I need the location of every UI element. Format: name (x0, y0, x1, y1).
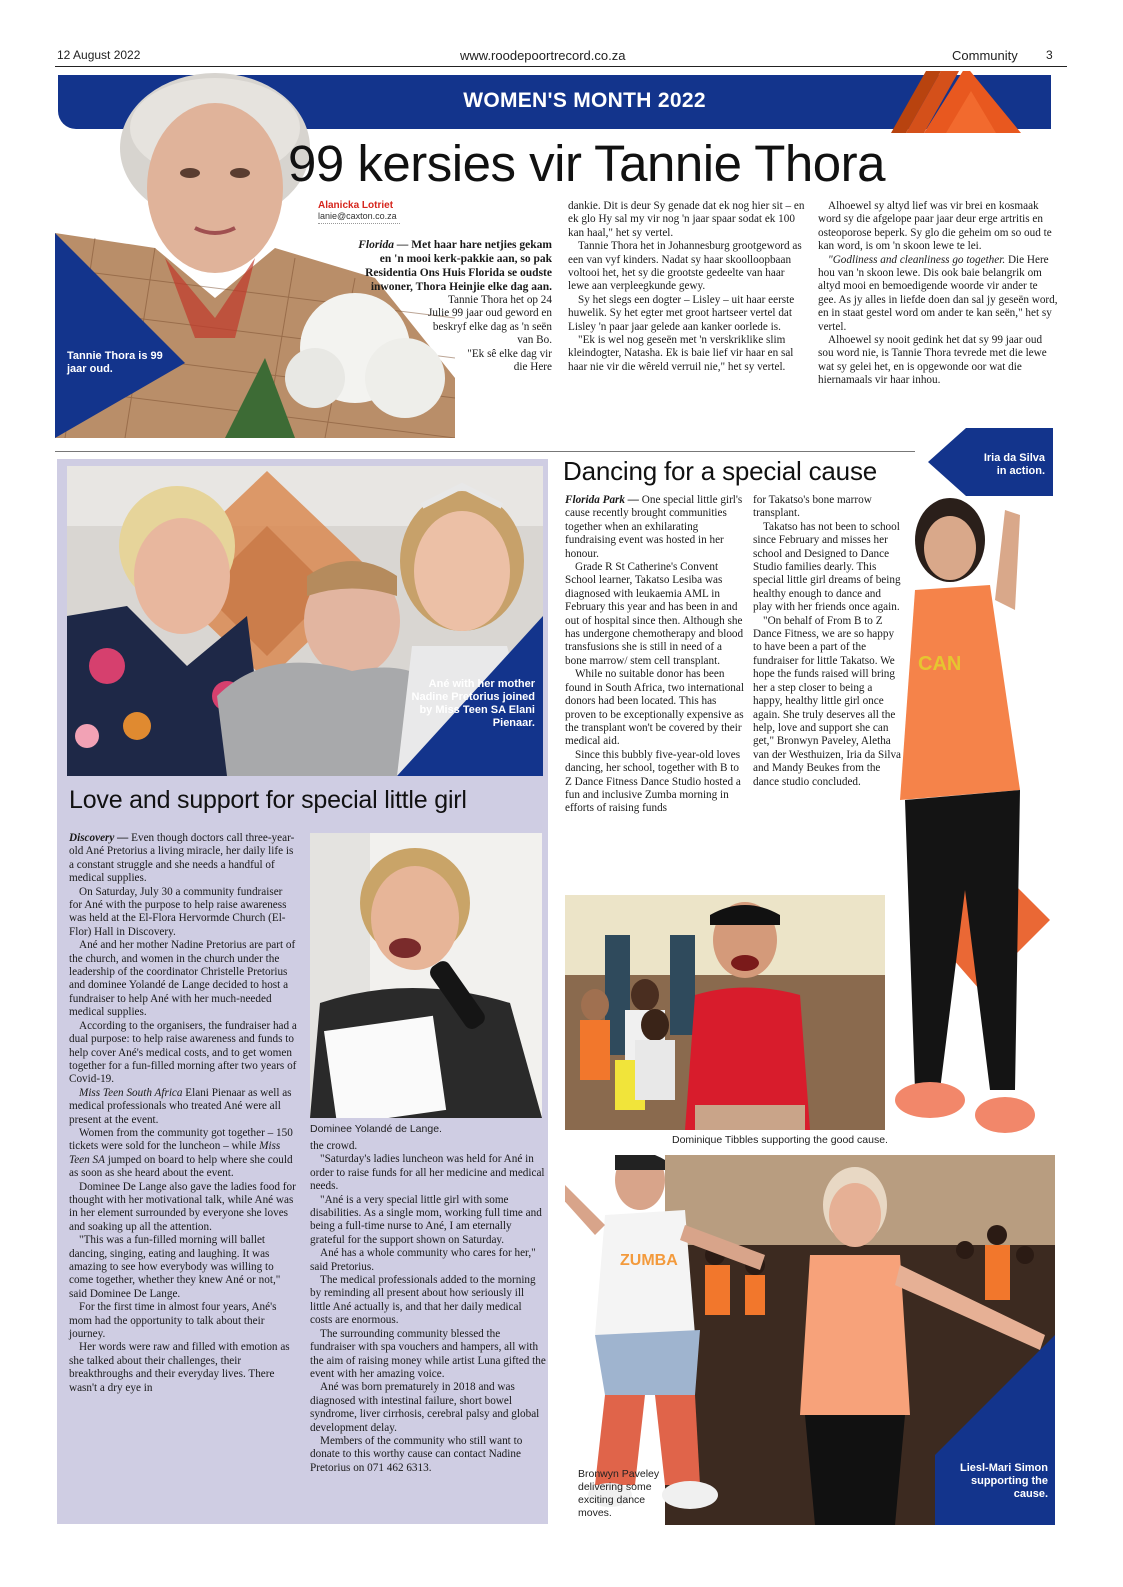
paragraph: While no suitable donor has been found in South Africa, two international donors had been located. This has proven to be exceptionally expensive as the transplant won't be covered by their medical aid. (565, 668, 744, 748)
paragraph: Women from the community got together – 150 tickets were sold for the luncheon – while (69, 1126, 293, 1153)
iria-da-silva-photo (880, 490, 1055, 1140)
paragraph: Tannie Thora het in Johannesburg grootgeword as een van vyf kinders. Nadat sy haar skoolloopbaan voltooi het, het sy die grootste gedeelte van haar lewe aan verpleegkunde gewy. (568, 240, 802, 293)
dominee-caption: Dominee Yolandé de Lange. (310, 1123, 442, 1135)
quote-italic: "Godliness and cleanliness go together. (828, 253, 1006, 266)
thora-photo-caption: Tannie Thora is 99 jaar oud. (67, 350, 163, 375)
paragraph: According to the organisers, the fundraiser had a dual purpose: to help raise awareness and funds to help cover Ané's medical costs, and to get women together for a fun-filled morning after two years of Covid-19. (69, 1019, 297, 1086)
paragraph: Ané and her mother Nadine Pretorius are part of the church, and women in the church under the leadership of the coordinator Christelle Pretorius and dominee Yolandé de Lange decided to host a fundraiser to help Ané with her much-needed medical supplies. (69, 939, 296, 1019)
liesl-caption: Liesl-Mari Simon supporting the cause. (959, 1462, 1048, 1500)
dominique-caption: Dominique Tibbles supporting the good cause. (672, 1134, 888, 1146)
paragraph: Ané has a whole community who cares for her," said Pretorius. (310, 1247, 536, 1273)
story2-column-1 (69, 832, 297, 1395)
paragraph: Alhoewel sy altyd lief was vir brei en kosmaak word sy die afgelope paar jaar deur erge artritis en osteoporose beperk. Sy glo die geheim om so oud te kan word, is om 'n skoon lewe te lei. (818, 200, 1052, 253)
paragraph: Since this bubbly five-year-old loves dancing, her school, together with B to Z Dance Fitness Dance Studio hosted a fun and inclusive Zumba morning in efforts of raising funds (565, 748, 741, 815)
paragraph: dankie. Dit is deur Sy genade dat ek nog hier sit – en ek glo Hy sal my vir nog 'n jaar spaar sodat ek 100 kan haal," het sy vertel. (568, 200, 805, 239)
paragraph: The medical professionals added to the morning by reminding all present about how seriously ill little Ané actually is, and that her daily medical costs are enormous. (310, 1274, 536, 1327)
dominique-tibbles-photo (565, 895, 885, 1130)
section-name: Community (952, 48, 1018, 63)
dateline: Discovery — (69, 832, 129, 844)
story3-column-1 (565, 494, 745, 816)
dateline: Florida — (358, 239, 409, 251)
paragraph: "On behalf of From B to Z Dance Fitness, we are so happy to have been a part of the fundraiser for little Takatso. We hope the funds raised will bring her a step closer to being a happy, healthy little girl once again. She truly deserves all the help, love and support she can get," Bronwyn Paveley, Aletha van der Westhuizen, Iria da Silva and Mandy Beukes from the dance studio concluded. (753, 614, 902, 788)
story3-column-2 (753, 494, 903, 789)
paragraph: Even though doctors call three-year-old Ané Pretorius a living miracle, her daily life is a constant struggle and she needs a handful of medical supplies. (69, 832, 295, 885)
italic-name: Miss Teen South Africa (79, 1086, 183, 1099)
byline-divider (318, 223, 400, 224)
paragraph: "Ané is a very special little girl with some disabilities. As a single mom, working full time and being a full-time nurse to Ané, I am eternally grateful for the support shown on Saturday. (310, 1193, 542, 1246)
paragraph: Dominee De Lange also gave the ladies food for thought with her motivational talk, while Ané was in her element surrounded by everyone she loves and soaking up all the attention. (69, 1180, 296, 1233)
story1-headline: 99 kersies vir Tannie Thora (288, 135, 885, 192)
paragraph: "Saturday's ladies luncheon was held for Ané in order to raise funds for all her medicine and medical needs. (310, 1153, 545, 1193)
site-url[interactable]: www.roodepoortrecord.co.za (460, 48, 626, 63)
byline-email[interactable]: lanie@caxton.co.za (318, 211, 397, 221)
paragraph: jumped on board to help where she could as soon as she heard about the event. (69, 1153, 293, 1180)
iria-caption-badge (928, 428, 1053, 496)
ane-family-photo (67, 466, 543, 776)
paragraph: Members of the community who still want to donate to this worthy cause can contact Nadine Pretorius on 071 462 6313. (310, 1434, 523, 1474)
paragraph: Sy het slegs een dogter – Lisley – uit haar eerste huwelik. Sy het egter met groot hartseer vertel dat Lisley 'n paar jaar gelede aan kanker oorlede is. (568, 293, 795, 333)
paragraph: One special little girl's cause recently brought communities together when an exhilarating fundraising event was hosted in her honour. (565, 494, 743, 560)
paragraph: Die Here hou van 'n skoon lewe. Dis ook baie belangrik om altyd mooi en bemoedigende woorde vir ander te gee. As jy alles in liefde doen dan sal jy geseën word, en in staat gestel word om ander te kan seën," het sy vertel. (818, 253, 1058, 333)
paragraph: On Saturday, July 30 a community fundraiser for Ané with the purpose to help raise awareness was held at the El-Flora Hervormde Church (El-Flor) Hall in Discovery. (69, 885, 287, 938)
paragraph: The surrounding community blessed the fundraiser with spa vouchers and hampers, all with the aim of raising money while artist Luna gifted the event with her amazing voice. (310, 1327, 546, 1380)
banner-title: WOMEN'S MONTH 2022 (463, 89, 706, 112)
orange-chevron-decoration-icon (871, 71, 1041, 133)
issue-date: 12 August 2022 (57, 48, 141, 62)
byline-author: Alanicka Lotriet (318, 200, 394, 211)
paragraph: "Ek is wel nog geseën met 'n verskriklike slim kleindogter, Natasha. Ek is baie lief vir haar en sal haar nie vir die wêreld verruil nie," het sy vertel. (568, 334, 794, 373)
paragraph: Tannie Thora het op 24 Julie 99 jaar oud geword en beskryf elke dag as 'n seën van Bo. (428, 294, 552, 347)
story1-column-2 (568, 200, 808, 374)
story1-column-3 (818, 200, 1058, 388)
paragraph: Grade R St Catherine's Convent School learner, Takatso Lesiba was diagnosed with leukaemia AML in February this year and has been in and out of hospital since then. Although she has undergone chemotherapy and blood transfusions she is still in need of a bone marrow/ stem cell transplant. (565, 561, 744, 667)
paragraph: "This was a fun-filled morning will ballet dancing, singing, eating and laughing. It was amazing to see how everybody was willing to come together, whether they knew Ané or not," said Dominee De Lange. (69, 1234, 281, 1300)
bronwyn-caption: Bronwyn Paveley delivering some exciting dance moves. (578, 1468, 660, 1519)
story2-column-2 (310, 1140, 546, 1475)
ane-photo-caption: Ané with her mother Nadine Pretorius joined by Miss Teen SA Elani Pienaar. (411, 678, 535, 729)
iria-caption: Iria da Silva in action. (983, 452, 1045, 477)
story1-column-1 (345, 238, 552, 374)
page-number: 3 (1046, 48, 1053, 62)
paragraph: Alhoewel sy nooit gedink het dat sy 99 jaar oud sou word nie, is Tannie Thora tevrede met die lewe wat sy gelei het, en is opgewonde oor wat die hiernamaals vir haar inhou. (818, 334, 1047, 387)
section-divider (55, 451, 915, 452)
svg-text:CAN: CAN (918, 653, 962, 675)
paragraph: for Takatso's bone marrow transplant. (753, 494, 872, 520)
paragraph: Takatso has not been to school since February and misses her school and Designed to Dance Studio families dearly. This special little girl dreams of being healthy enough to dance and play with her friends once again. (753, 520, 901, 614)
svg-text:ZUMBA: ZUMBA (620, 1252, 678, 1269)
story2-headline: Love and support for special little girl (69, 786, 467, 814)
paragraph: the crowd. (310, 1140, 358, 1152)
dateline: Florida Park — (565, 494, 639, 506)
story3-headline: Dancing for a special cause (563, 456, 878, 486)
paragraph: Ané was born prematurely in 2018 and was diagnosed with intestinal failure, short bowel syndrome, liver cirrhosis, cerebral palsy and global development delay. (310, 1381, 540, 1434)
paragraph: For the first time in almost four years, Ané's mom had the opportunity to talk about their journey. (69, 1301, 277, 1341)
dominee-photo (310, 833, 542, 1118)
paragraph: Elani Pienaar as well as medical professionals who treated Ané were all present at the event. (69, 1086, 292, 1126)
paragraph: "Ek sê elke dag vir die Here (467, 347, 552, 374)
paragraph: Her words were raw and filled with emotion as she talked about their challenges, their breakthroughs and their everyday lives. There wasn't a dry eye in (69, 1341, 290, 1394)
lead-paragraph: Met haar hare netjies gekam en 'n mooi kerk-pakkie aan, so pak Residentia Ons Huis Florida se oudste inwoner, Thora Heinjie elke dag aan. (365, 239, 552, 293)
italic-name: Miss Teen SA (69, 1140, 281, 1166)
